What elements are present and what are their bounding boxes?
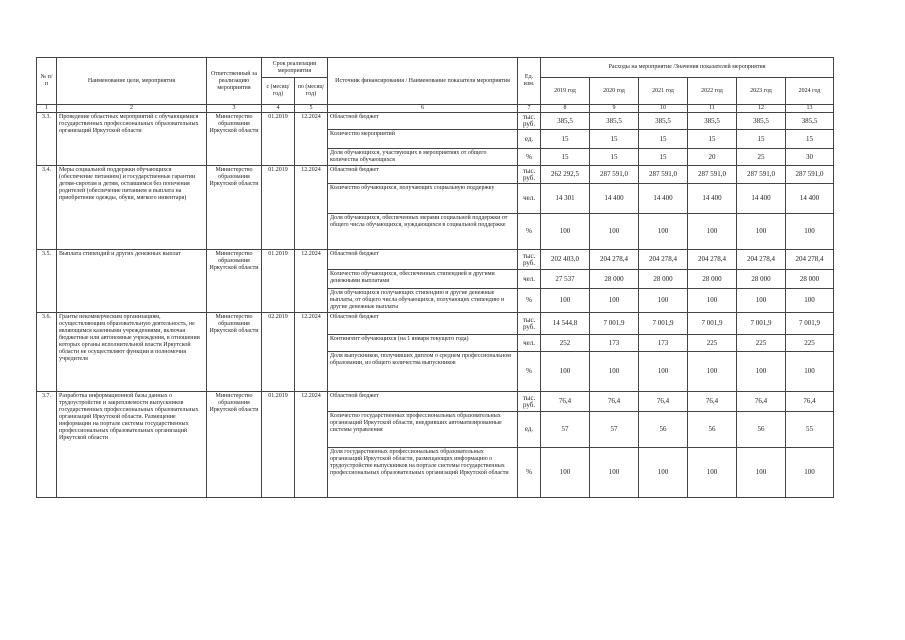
indicator-value: 173 <box>590 335 639 352</box>
indicator-value: 204 278,4 <box>590 250 639 270</box>
header-year: 2022 год <box>688 78 737 105</box>
header-year: 2020 год <box>590 78 639 105</box>
header-term-from: с (месяц/ год) <box>262 78 295 105</box>
indicator-value: 7 001,9 <box>639 313 688 335</box>
indicator-value: 14 400 <box>590 184 639 214</box>
measure-name: Разработка информационной базы данных о трудоустройстве и закрепляемости выпускников государственных профессиональных образовательных организаций Иркутской области. Размещение информации на портале системы государственных профессиональных образовательных организаций Иркутской области <box>57 392 207 498</box>
indicator-unit: тыс. руб. <box>518 166 541 184</box>
indicator-value: 262 292,5 <box>541 166 590 184</box>
indicator-value: 287 591,0 <box>688 166 737 184</box>
indicator-value: 287 591,0 <box>737 166 786 184</box>
column-number: 1 <box>37 105 57 113</box>
indicator-value: 100 <box>688 448 737 498</box>
indicator-value: 28 000 <box>590 270 639 289</box>
indicator-value: 7 001,9 <box>590 313 639 335</box>
measure-term-to: 12.2024 <box>295 250 328 313</box>
indicator-value: 100 <box>541 289 590 313</box>
indicator-value: 100 <box>688 214 737 250</box>
indicator-unit: % <box>518 448 541 498</box>
measure-term-from: 01.2019 <box>262 113 295 166</box>
indicator-value: 100 <box>590 214 639 250</box>
indicator-source: Количество мероприятий <box>328 130 518 149</box>
header-year: 2021 год <box>639 78 688 105</box>
indicator-value: 25 <box>737 149 786 166</box>
indicator-value: 100 <box>737 352 786 392</box>
indicator-value: 100 <box>639 289 688 313</box>
indicator-value: 76,4 <box>639 392 688 412</box>
column-number: 11 <box>688 105 737 113</box>
measure-term-to: 12.2024 <box>295 313 328 392</box>
indicator-value: 100 <box>688 352 737 392</box>
indicator-value: 385,5 <box>688 113 737 130</box>
measure-term-to: 12.2024 <box>295 166 328 250</box>
column-number: 12 <box>737 105 786 113</box>
indicator-value: 28 000 <box>639 270 688 289</box>
measure-responsible: Министерство образования Иркутской области <box>207 392 262 498</box>
indicator-source: Количество государственных профессиональных образовательных организаций Иркутской области, внедривших автоматизированные системы управления <box>328 412 518 448</box>
indicator-value: 204 278,4 <box>688 250 737 270</box>
measure-term-from: 01.2019 <box>262 166 295 250</box>
header-expenses: Расходы на мероприятие /Значения показателей мероприятия <box>541 58 834 78</box>
indicator-value: 100 <box>786 289 834 313</box>
indicator-value: 14 544,8 <box>541 313 590 335</box>
indicator-unit: тыс. руб. <box>518 392 541 412</box>
indicator-value: 15 <box>639 149 688 166</box>
indicator-value: 15 <box>541 149 590 166</box>
indicator-value: 28 000 <box>786 270 834 289</box>
measure-term-from: 02.2019 <box>262 313 295 392</box>
indicator-value: 15 <box>541 130 590 149</box>
indicator-source: Областной бюджет <box>328 392 518 412</box>
indicator-value: 100 <box>541 214 590 250</box>
table-row <box>37 250 834 270</box>
column-number: 6 <box>328 105 518 113</box>
indicator-value: 27 537 <box>541 270 590 289</box>
indicator-value: 287 591,0 <box>590 166 639 184</box>
header-term-to: по (месяц/ год) <box>295 78 328 105</box>
indicator-value: 100 <box>590 352 639 392</box>
indicator-value: 15 <box>786 130 834 149</box>
indicator-source: Контингент обучающихся (на 1 января текущего года) <box>328 335 518 352</box>
table-row <box>37 113 834 130</box>
indicator-value: 76,4 <box>688 392 737 412</box>
indicator-value: 76,4 <box>786 392 834 412</box>
indicator-value: 15 <box>590 130 639 149</box>
indicator-unit: чел. <box>518 184 541 214</box>
indicator-source: Доля обучающихся, обеспеченных мерами социальной поддержки от общего числа обучающихся, нуждающихся в социальной поддержке <box>328 214 518 250</box>
indicator-value: 76,4 <box>541 392 590 412</box>
indicator-value: 56 <box>639 412 688 448</box>
indicator-value: 252 <box>541 335 590 352</box>
indicator-unit: ед. <box>518 412 541 448</box>
column-number: 5 <box>295 105 328 113</box>
indicator-source: Количество обучающихся, обеспеченных стипендией и другими денежными выплатами <box>328 270 518 289</box>
measure-name: Меры социальной поддержки обучающихся (обеспечение питанием) и государственные гарантии детям-сиротам и детям, оставшимся без попечения родителей (обеспечение питанием и выплата на приобретение одежды, обуви, мягкого инвентаря) <box>57 166 207 250</box>
column-number: 8 <box>541 105 590 113</box>
indicator-value: 15 <box>590 149 639 166</box>
column-number: 7 <box>518 105 541 113</box>
indicator-value: 385,5 <box>737 113 786 130</box>
indicator-source: Доля государственных профессиональных образовательных организаций Иркутской области, размещающих информацию о трудоустройстве выпускников на портале системы государственных профессиональных образовательных организаций Иркутской области <box>328 448 518 498</box>
column-number: 9 <box>590 105 639 113</box>
indicator-value: 15 <box>639 130 688 149</box>
indicator-value: 55 <box>786 412 834 448</box>
measure-name: Выплата стипендий и других денежных выплат <box>57 250 207 313</box>
indicator-value: 7 001,9 <box>786 313 834 335</box>
indicator-value: 100 <box>541 352 590 392</box>
indicator-value: 14 301 <box>541 184 590 214</box>
table-body <box>37 113 834 498</box>
indicator-value: 204 278,4 <box>737 250 786 270</box>
indicator-value: 225 <box>737 335 786 352</box>
column-number: 3 <box>207 105 262 113</box>
indicator-unit: чел. <box>518 270 541 289</box>
measure-term-from: 01.2019 <box>262 250 295 313</box>
indicator-value: 100 <box>639 352 688 392</box>
column-number-row <box>37 105 834 113</box>
indicator-value: 100 <box>639 214 688 250</box>
column-number: 2 <box>57 105 207 113</box>
table-row <box>37 166 834 184</box>
header-year: 2024 год <box>786 78 834 105</box>
indicator-unit: % <box>518 352 541 392</box>
table-row <box>37 313 834 335</box>
indicator-value: 20 <box>688 149 737 166</box>
indicator-value: 28 000 <box>737 270 786 289</box>
measure-name: Проведение областных мероприятий с обучающимися государственных профессиональных образовательных организаций Иркутской области <box>57 113 207 166</box>
indicator-unit: чел. <box>518 335 541 352</box>
indicator-value: 14 400 <box>737 184 786 214</box>
indicator-value: 28 000 <box>688 270 737 289</box>
indicator-value: 100 <box>737 289 786 313</box>
indicator-source: Доля обучающихся, участвующих в мероприятиях от общего количества обучающихся <box>328 149 518 166</box>
indicator-value: 202 403,0 <box>541 250 590 270</box>
column-number: 13 <box>786 105 834 113</box>
header-responsible: Ответственный за реализацию мероприятия <box>207 58 262 105</box>
indicator-value: 100 <box>786 352 834 392</box>
indicator-value: 57 <box>590 412 639 448</box>
indicator-value: 56 <box>737 412 786 448</box>
indicator-value: 225 <box>688 335 737 352</box>
indicator-value: 385,5 <box>639 113 688 130</box>
measures-table <box>36 57 834 498</box>
indicator-unit: % <box>518 214 541 250</box>
indicator-unit: % <box>518 149 541 166</box>
measures-table-sheet <box>36 57 833 498</box>
measure-number: 3.4. <box>37 166 57 250</box>
measure-responsible: Министерство образования Иркутской области <box>207 313 262 392</box>
header-name: Наименование цели, мероприятия <box>57 58 207 105</box>
indicator-value: 100 <box>590 448 639 498</box>
measure-number: 3.7. <box>37 392 57 498</box>
indicator-source: Областной бюджет <box>328 113 518 130</box>
indicator-value: 100 <box>786 214 834 250</box>
column-number: 4 <box>262 105 295 113</box>
measure-number: 3.5. <box>37 250 57 313</box>
table-header <box>37 58 834 113</box>
measure-responsible: Министерство образования Иркутской области <box>207 166 262 250</box>
header-year: 2019 год <box>541 78 590 105</box>
indicator-source: Областной бюджет <box>328 166 518 184</box>
indicator-value: 287 591,0 <box>786 166 834 184</box>
indicator-value: 100 <box>786 448 834 498</box>
indicator-value: 204 278,4 <box>786 250 834 270</box>
indicator-value: 15 <box>688 130 737 149</box>
indicator-source: Доля обучающихся получающих стипендию и другие денежные выплаты, от общего числа обучающихся, получающих стипендию и другие денежные выплаты <box>328 289 518 313</box>
measure-term-to: 12.2024 <box>295 113 328 166</box>
measure-number: 3.3. <box>37 113 57 166</box>
indicator-source: Областной бюджет <box>328 313 518 335</box>
indicator-value: 287 591,0 <box>639 166 688 184</box>
indicator-unit: % <box>518 289 541 313</box>
indicator-value: 100 <box>541 448 590 498</box>
indicator-value: 100 <box>590 289 639 313</box>
indicator-source: Областной бюджет <box>328 250 518 270</box>
indicator-value: 385,5 <box>590 113 639 130</box>
indicator-value: 173 <box>639 335 688 352</box>
measure-number: 3.6. <box>37 313 57 392</box>
measure-name: Гранты некоммерческим организациям, осуществляющим образовательную деятельность, не являющимся казенными учреждениями, включая бюджетные или автономные учреждения, в отношении которых органы исполнительной власти Иркутской области не осуществляют функции и полномочия учредителя <box>57 313 207 392</box>
indicator-unit: тыс. руб. <box>518 313 541 335</box>
indicator-value: 204 278,4 <box>639 250 688 270</box>
header-term: Срок реализации мероприятия <box>262 58 328 78</box>
measure-term-to: 12.2024 <box>295 392 328 498</box>
indicator-value: 100 <box>688 289 737 313</box>
indicator-value: 100 <box>639 448 688 498</box>
column-number: 10 <box>639 105 688 113</box>
table-row <box>37 392 834 412</box>
indicator-value: 14 400 <box>786 184 834 214</box>
indicator-value: 14 400 <box>688 184 737 214</box>
indicator-source: Количество обучающихся, получающих социальную поддержку <box>328 184 518 214</box>
indicator-value: 7 001,9 <box>688 313 737 335</box>
indicator-value: 14 400 <box>639 184 688 214</box>
indicator-value: 385,5 <box>786 113 834 130</box>
indicator-value: 56 <box>688 412 737 448</box>
indicator-value: 100 <box>737 214 786 250</box>
indicator-value: 100 <box>737 448 786 498</box>
indicator-value: 7 001,9 <box>737 313 786 335</box>
indicator-value: 30 <box>786 149 834 166</box>
measure-responsible: Министерство образования Иркутской области <box>207 113 262 166</box>
indicator-value: 76,4 <box>737 392 786 412</box>
measure-term-from: 01.2019 <box>262 392 295 498</box>
indicator-unit: тыс. руб. <box>518 250 541 270</box>
measure-responsible: Министерство образования Иркутской области <box>207 250 262 313</box>
indicator-value: 15 <box>737 130 786 149</box>
indicator-value: 225 <box>786 335 834 352</box>
indicator-value: 57 <box>541 412 590 448</box>
indicator-unit: ед. <box>518 130 541 149</box>
header-no: № п/п <box>37 58 57 105</box>
indicator-value: 385,5 <box>541 113 590 130</box>
header-source: Источник финансирования / Наименование показателя мероприятия <box>328 58 518 105</box>
indicator-value: 76,4 <box>590 392 639 412</box>
indicator-source: Доля выпускников, получивших диплом о среднем профессиональном образовании, из общего количества выпускников <box>328 352 518 392</box>
indicator-unit: тыс. руб. <box>518 113 541 130</box>
header-unit: Ед. изм. <box>518 58 541 105</box>
header-year: 2023 год <box>737 78 786 105</box>
